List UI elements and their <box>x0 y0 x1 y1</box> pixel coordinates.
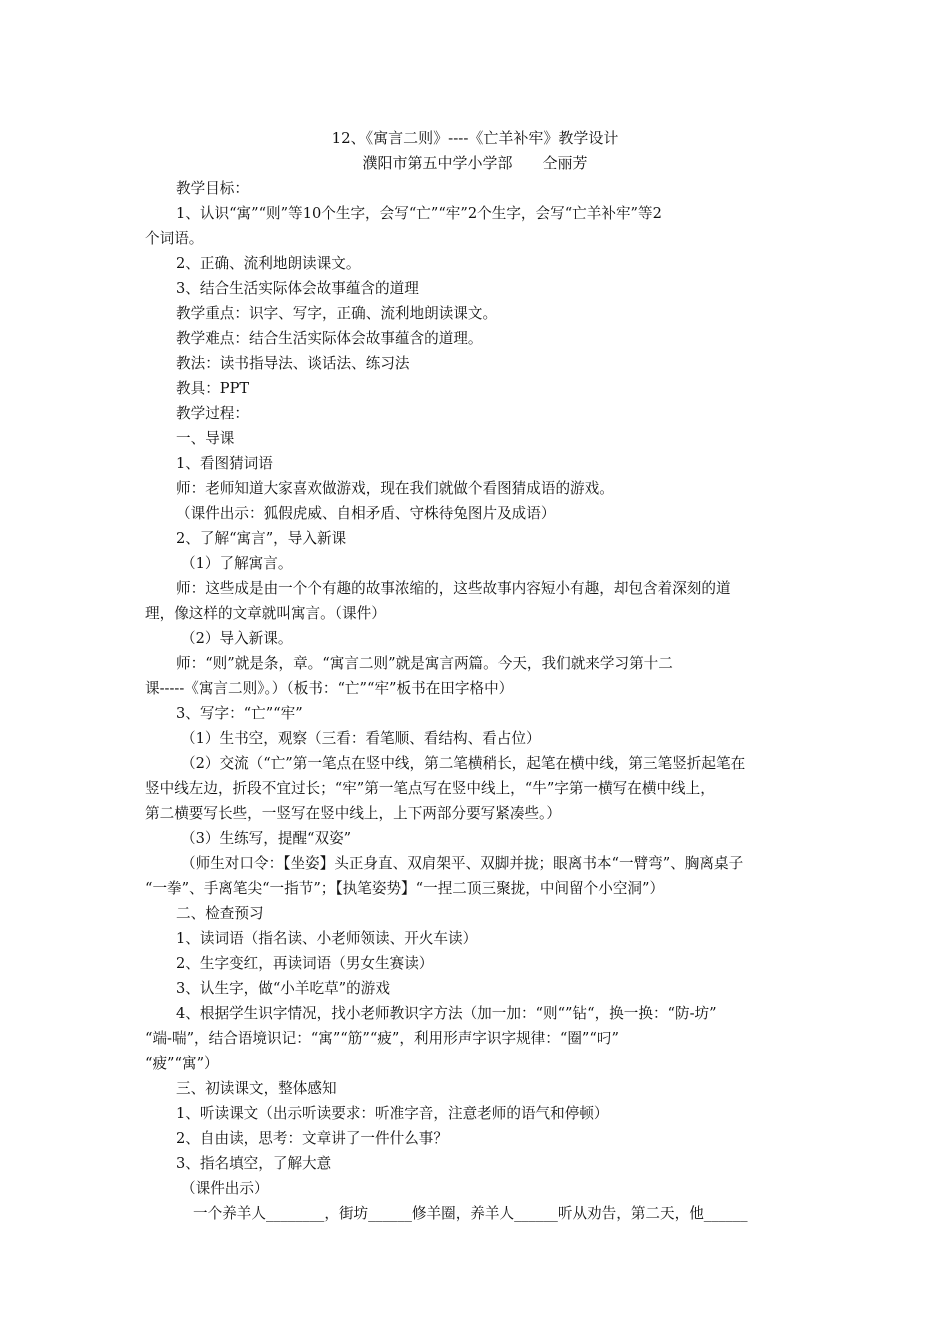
text-line: 师：老师知道大家喜欢做游戏，现在我们就做个看图猜成语的游戏。 <box>176 480 614 497</box>
text-line: 1、听读课文（出示听读要求：听准字音，注意老师的语气和停顿） <box>176 1105 609 1122</box>
text-line: 教学重点：识字、写字，正确、流利地朗读课文。 <box>176 305 498 322</box>
text-line: 第二横要写长些，一竖写在竖中线上，上下两部分要写紧凑些。） <box>145 805 561 822</box>
text-line: 3、结合生活实际体会故事蕴含的道理 <box>176 280 419 297</box>
text-line: “疲”“寓”） <box>145 1055 219 1072</box>
text-line: 教法：读书指导法、谈话法、练习法 <box>176 355 410 372</box>
text-line: （1）了解寓言。 <box>181 555 293 572</box>
text-line: 教学难点：结合生活实际体会故事蕴含的道理。 <box>176 330 483 347</box>
section-heading: 二、检查预习 <box>176 905 264 922</box>
text-line: 3、认生字，做“小羊吃草”的游戏 <box>176 980 390 997</box>
text-line: （师生对口令：【坐姿】头正身直、双肩架平、双脚并拢；眼离书本“一臂弯”、胸离桌子 <box>181 855 744 872</box>
text-line: “端-喘”，结合语境识记：“寓”“筋”“疲”，利用形声字识字规律：“圈”“叼” <box>145 1030 619 1047</box>
author-line: 濮阳市第五中学小学部 仝丽芳 <box>362 154 588 172</box>
text-line: 4、根据学生识字情况，找小老师教识字方法（加一加：“则“”钻“，换一换：“防-坊” <box>176 1005 717 1022</box>
text-line: 3、写字：“亡”“牢” <box>176 705 303 722</box>
text-line: 师：这些成是由一个个有趣的故事浓缩的，这些故事内容短小有趣，却包含着深刻的道 <box>176 580 731 597</box>
text-line: 课-----《寓言二则》。）（板书：“亡”“牢”板书在田字格中） <box>145 680 514 697</box>
text-line: 2、正确、流利地朗读课文。 <box>176 255 361 272</box>
text-line: 师：“则”就是条，章。“寓言二则”就是寓言两篇。今天，我们就来学习第十二 <box>176 655 673 672</box>
document-title: 12、《寓言二则》----《亡羊补牢》教学设计 <box>331 129 619 147</box>
text-line: 2、了解“寓言”，导入新课 <box>176 530 347 547</box>
text-line: 竖中线左边，折段不宜过长；“牢”第一笔点写在竖中线上，“牛”字第一横写在横中线上， <box>145 780 715 797</box>
text-line: 2、生字变红，再读词语（男女生赛读） <box>176 955 434 972</box>
text-line: （课件出示） <box>181 1180 269 1197</box>
text-line: “一拳”、手离笔尖“一指节”；【执笔姿势】“一捏二顶三聚拢，中间留个小空洞”） <box>145 880 665 897</box>
section-heading: 一、导课 <box>176 430 235 447</box>
text-line: 1、读词语（指名读、小老师领读、开火车读） <box>176 930 478 947</box>
section-heading: 三、初读课文，整体感知 <box>176 1080 337 1097</box>
text-line: （2）交流（“亡”第一笔点在竖中线，第二笔横稍长，起笔在横中线，第三笔竖折起笔在 <box>181 755 746 772</box>
text-line: 1、认识“寓”“则”等10个生字，会写“亡”“牢”2个生字，会写“亡羊补牢”等2 <box>176 205 662 222</box>
text-line: 个词语。 <box>145 230 204 247</box>
text-line: 理，像这样的文章就叫寓言。（课件） <box>145 605 386 622</box>
text-line: （1）生书空，观察（三看：看笔顺、看结构、看占位） <box>181 730 541 747</box>
fill-in-blank-line: 一个养羊人________，街坊______修羊圈，养羊人______听从劝告，第二天，他______ <box>193 1205 748 1222</box>
text-line: （3）生练写，提醒“双姿” <box>181 830 352 847</box>
text-line: 1、看图猜词语 <box>176 455 273 472</box>
text-line: 教学过程： <box>176 405 249 422</box>
text-line: 2、自由读，思考：文章讲了一件什么事？ <box>176 1130 448 1147</box>
text-line: 教具：PPT <box>176 380 250 397</box>
text-line: 3、指名填空，了解大意 <box>176 1155 332 1172</box>
text-line: （2）导入新课。 <box>181 630 293 647</box>
text-line: 教学目标： <box>176 180 249 197</box>
text-line: （课件出示：狐假虎威、自相矛盾、守株待兔图片及成语） <box>176 505 556 522</box>
